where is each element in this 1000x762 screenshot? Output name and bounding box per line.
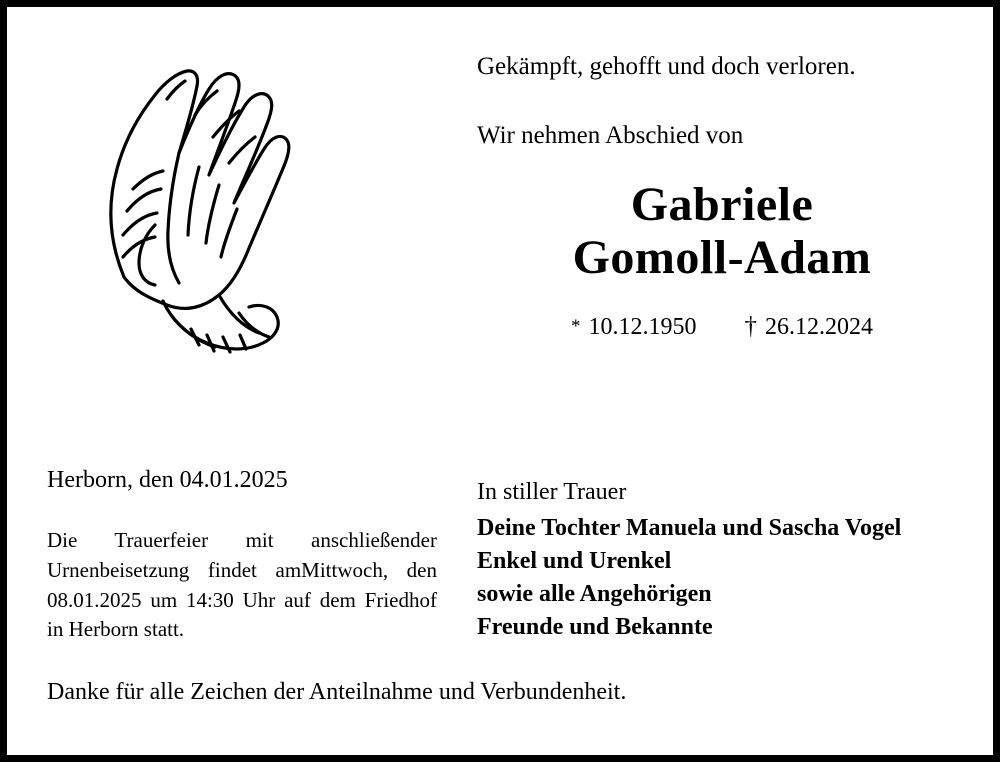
mourner-line: sowie alle Angehörigen (477, 581, 712, 608)
mourner-line: Deine Tochter Manuela und Sascha Vogel (477, 515, 902, 541)
deceased-last-name: Gomoll-Adam (572, 231, 872, 285)
death-symbol: † (744, 313, 757, 340)
notice-inner (7, 7, 993, 755)
birth-symbol: * (571, 316, 581, 337)
lead-line: Gekämpft, gehofft und doch verloren. (477, 53, 856, 80)
deceased-name (477, 178, 967, 286)
mourners-block (477, 479, 977, 644)
mourner-line: Freunde und Bekannte (477, 614, 713, 641)
life-dates (477, 313, 967, 341)
farewell-line: Wir nehmen Abschied von (477, 122, 744, 150)
birth-date: 10.12.1950 (588, 314, 697, 340)
ceremony-details: Die Trauerfeier mit anschließender Urnenbeisetzung findet amMittwoch, den 08.01.2025 um 14:30 Uhr auf dem Friedhof in Herborn statt. (47, 528, 437, 642)
closing-line: Danke für alle Zeichen der Anteilnahme und Verbundenheit. (47, 679, 627, 705)
ceremony-block (47, 467, 437, 645)
praying-hands-icon (67, 29, 307, 379)
mourner-line: Enkel und Urenkel (477, 548, 672, 575)
deceased-first-name: Gabriele (630, 177, 814, 231)
notice-header-block (477, 51, 967, 341)
death-date: 26.12.2024 (765, 314, 873, 340)
mourning-heading: In stiller Trauer (477, 479, 627, 505)
place-and-date: Herborn, den 04.01.2025 (47, 467, 288, 493)
